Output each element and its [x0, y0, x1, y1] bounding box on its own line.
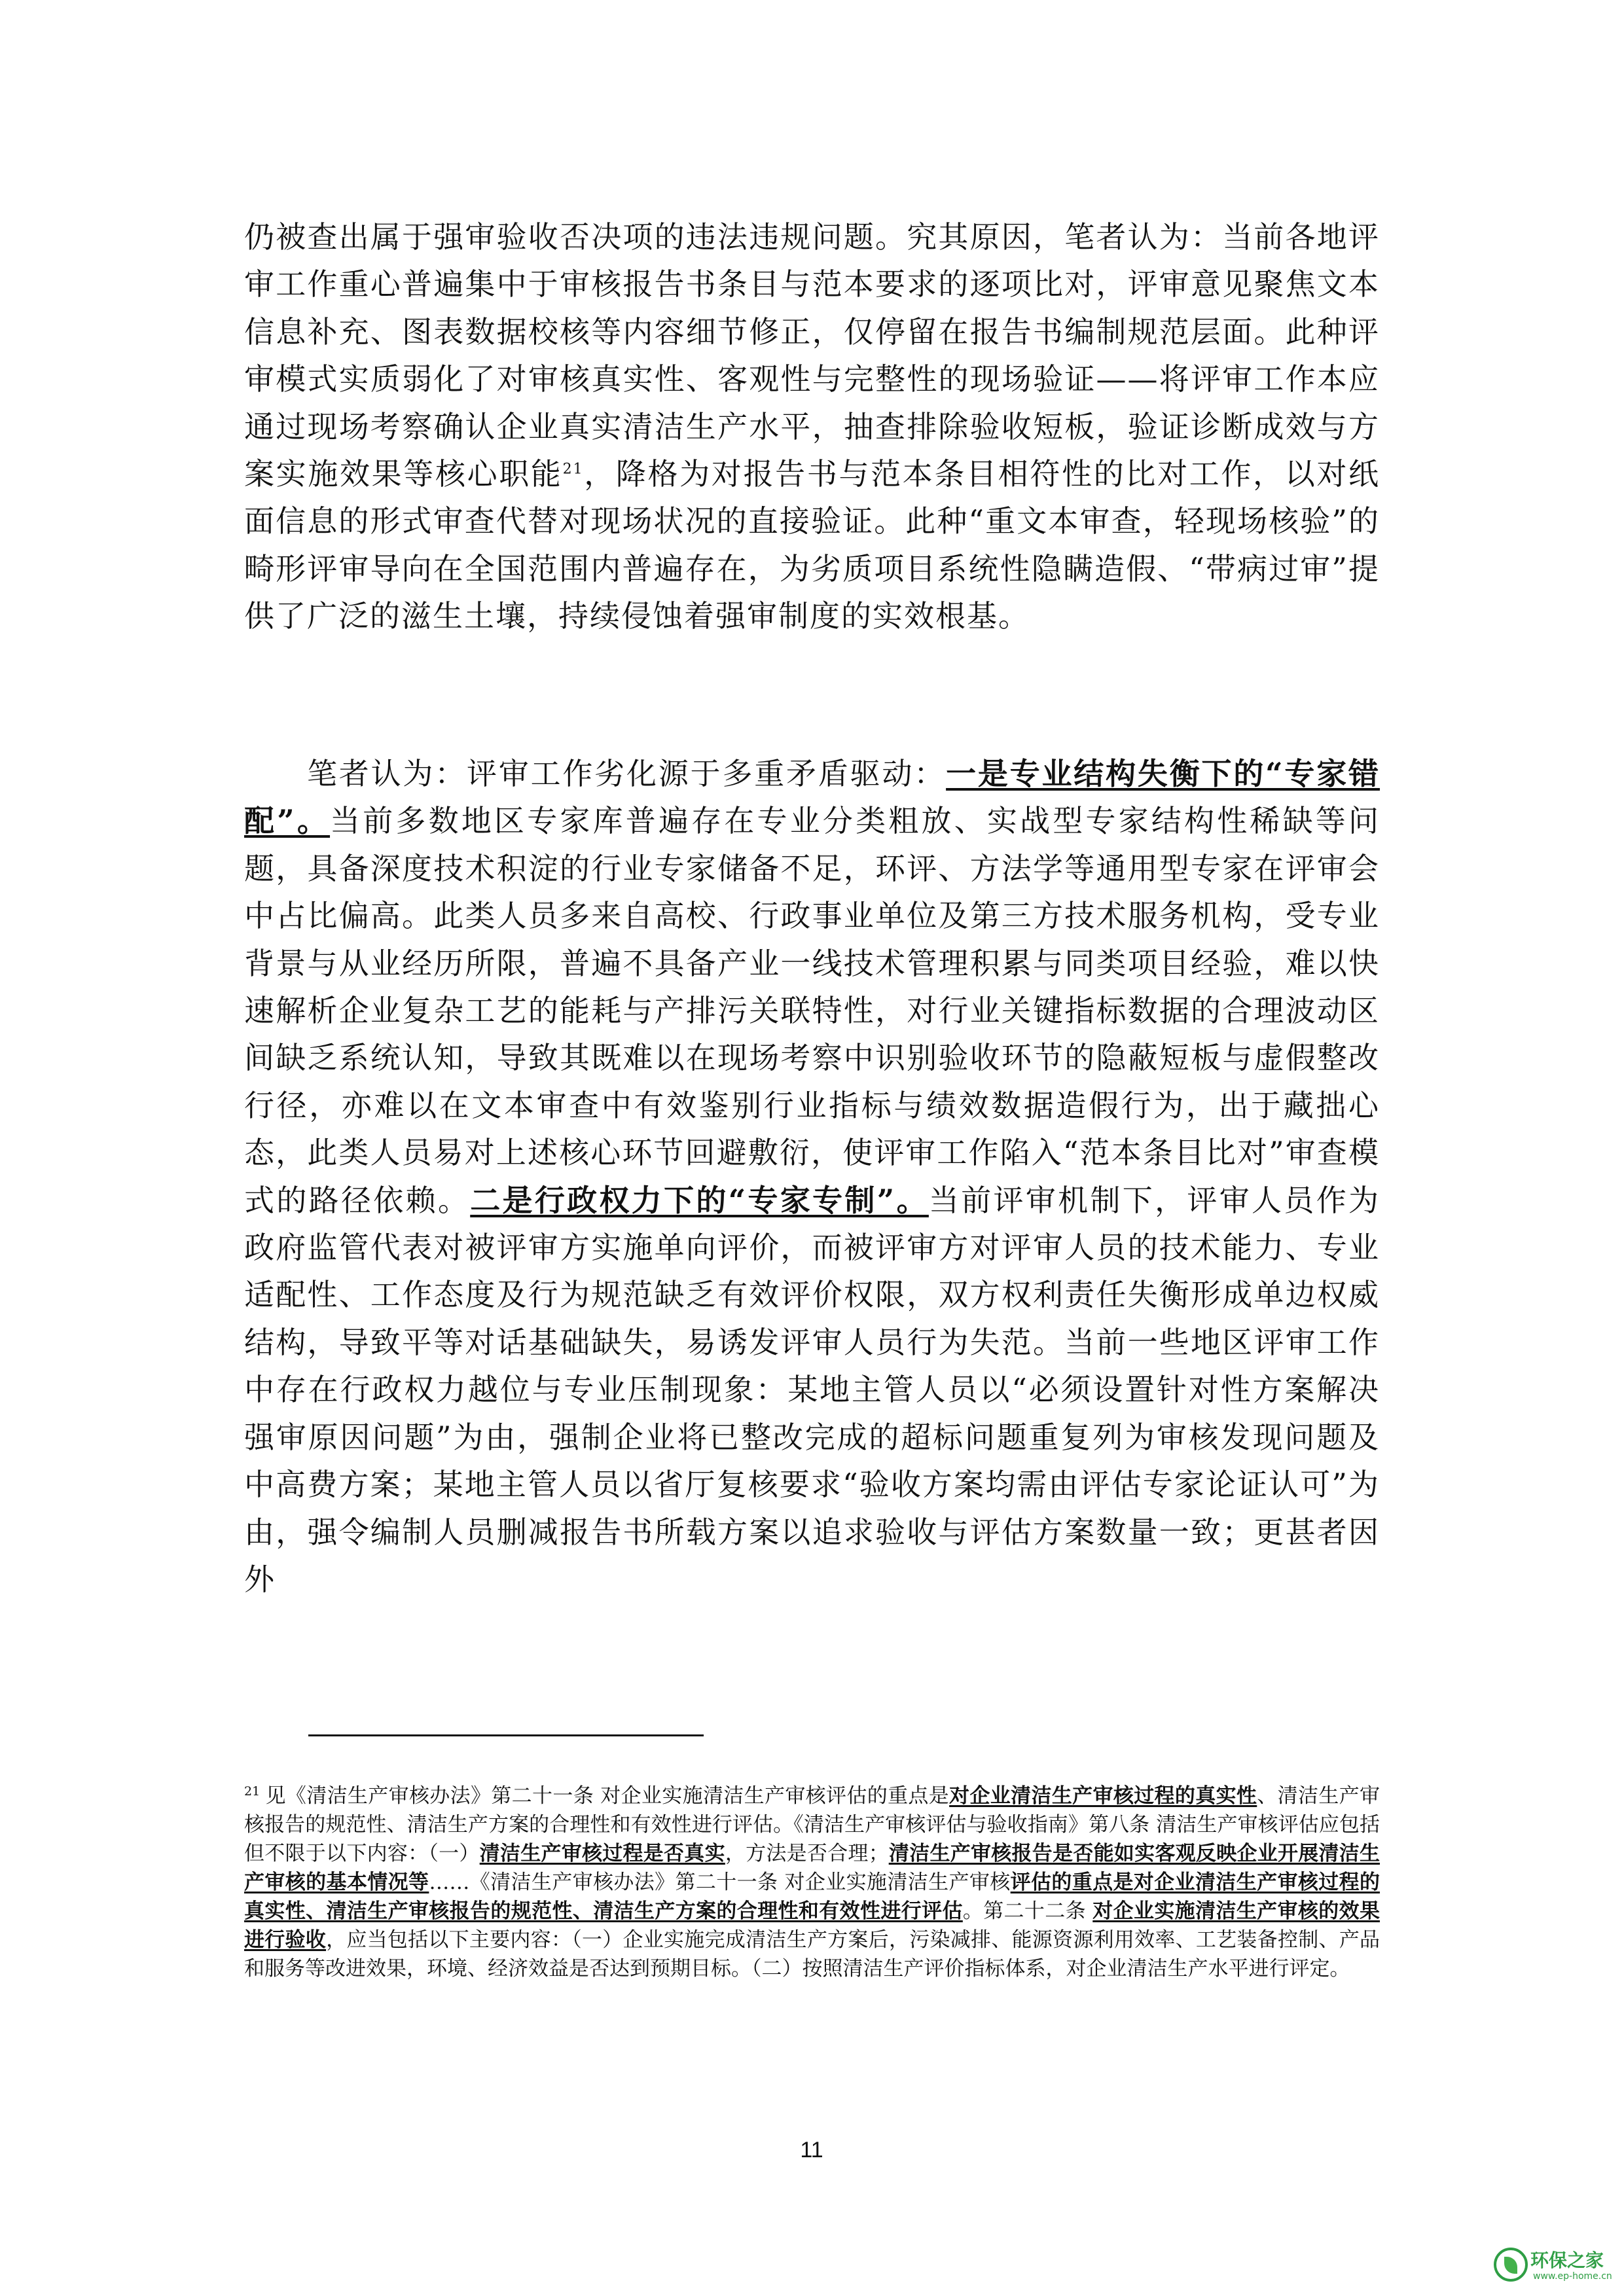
footnote-text: 。第二十二条	[962, 1899, 1093, 1923]
body-paragraph-1	[244, 213, 1380, 640]
leaf-logo-icon	[1494, 2248, 1528, 2282]
footnote-emphasis: 清洁生产审核报告是否能如实客观反映企业开展清洁生产审核的基本情况等	[244, 1842, 1380, 1894]
paragraph-1-text-a: 仍被查出属于强审验收否决项的违法违规问题。究其原因，笔者认为：当前各地评审工作重心普遍集中于审核报告书条目与范本要求的逐项比对，评审意见聚焦文本信息补充、图表数据校核等内容细节修正，仅停留在报告书编制规范层面。此种评审模式实质弱化了对审核真实性、客观性与完整性的现场验证——将评审工作本应通过现场考察确认企业真实清洁生产水平，抽查排除验收短板，验证诊断成效与方案实施效果等核心职能	[244, 219, 1380, 492]
footnote-text: ，应当包括以下主要内容：（一）企业实施完成清洁生产方案后，污染减排、能源资源利用效率、工艺装备控制、产品和服务等改进效果，环境、经济效益是否达到预期目标。（二）按照清洁生产评价指标体系，对企业清洁生产水平进行评定。	[244, 1928, 1380, 1981]
footnote-text: 、清洁生产审核报告的规范性、清洁生产方案的合理性和有效性进行评估。《清洁生产审核评估与验收指南》第八条 清洁生产审核评估应包括但不限于以下内容：（一）	[244, 1784, 1380, 1865]
footnote-emphasis: 清洁生产审核过程是否真实	[479, 1842, 725, 1865]
footnote-emphasis: 对企业清洁生产审核过程的真实性	[949, 1784, 1257, 1808]
paragraph-2-text-b: 当前评审机制下，评审人员作为政府监管代表对被评审方实施单向评价，而被评审方对评审人员的技术能力、专业适配性、工作态度及行为规范缺乏有效评价权限，双方权利责任失衡形成单边权威结构，导致平等对话基础缺失，易诱发评审人员行为失范。当前一些地区评审工作中存在行政权力越位与专业压制现象：某地主管人员以“必须设置针对性方案解决强审原因问题”为由，强制企业将已整改完成的超标问题重复列为审核发现问题及中高费方案；某地主管人员以省厅复核要求“验收方案均需由评估专家论证认可”为由，强令编制人员删减报告书所载方案以追求验收与评估方案数量一致；更甚者因外	[244, 1182, 1380, 1597]
footnote-21	[244, 1782, 1380, 1983]
section-heading-expert-autocracy: 二是行政权力下的“专家专制”。	[470, 1182, 929, 1218]
page-number: 11	[800, 2138, 823, 2162]
paragraph-2-text-a: 当前多数地区专家库普遍存在专业分类粗放、实战型专家结构性稀缺等问题，具备深度技术积淀的行业专家储备不足，环评、方法学等通用型专家在评审会中占比偏高。此类人员多来自高校、行政事业单位及第三方技术服务机构，受专业背景与从业经历所限，普遍不具备产业一线技术管理积累与同类项目经验，难以快速解析企业复杂工艺的能耗与产排污关联特性，对行业关键指标数据的合理波动区间缺乏系统认知，导致其既难以在现场考察中识别验收环节的隐蔽短板与虚假整改行径，亦难以在文本审查中有效鉴别行业指标与绩效数据造假行为，出于藏拙心态，此类人员易对上述核心环节回避敷衍，使评审工作陷入“范本条目比对”审查模式的路径依赖。	[244, 803, 1380, 1218]
watermark-brand: 环保之家	[1530, 2250, 1604, 2271]
footnote-number: 21	[244, 1784, 261, 1799]
footnote-emphasis: 评估的重点是对企业清洁生产审核过程的真实性、清洁生产审核报告的规范性、清洁生产方案的合理性和有效性进行评估	[244, 1871, 1380, 1923]
watermark	[1494, 2245, 1618, 2288]
footnote-text: ……《清洁生产审核办法》第二十一条 对企业实施清洁生产审核	[429, 1871, 1011, 1894]
section-heading-expert-mismatch: 一是专业结构失衡下的“专家错配”。	[244, 756, 1380, 839]
paragraph-1-text-b: ，降格为对报告书与范本条目相符性的比对工作，以对纸面信息的形式审查代替对现场状况的直接验证。此种“重文本审查，轻现场核验”的畸形评审导向在全国范围内普遍存在，为劣质项目系统性隐瞒造假、“带病过审”提供了广泛的滋生土壤，持续侵蚀着强审制度的实效根基。	[244, 456, 1380, 634]
footnote-text: ，方法是否合理；	[725, 1842, 889, 1865]
watermark-url: www.ep-home.cn	[1533, 2271, 1612, 2282]
footnote-emphasis: 对企业实施清洁生产审核的效果进行验收	[244, 1899, 1380, 1952]
footnote-text: 见《清洁生产审核办法》第二十一条 对企业实施清洁生产审核评估的重点是	[265, 1784, 950, 1808]
footnote-reference-21[interactable]: 21	[562, 461, 584, 478]
body-paragraph-2	[244, 750, 1380, 1603]
paragraph-2-lead: 笔者认为：评审工作劣化源于多重矛盾驱动：	[307, 756, 947, 791]
footnote-separator	[308, 1734, 704, 1736]
